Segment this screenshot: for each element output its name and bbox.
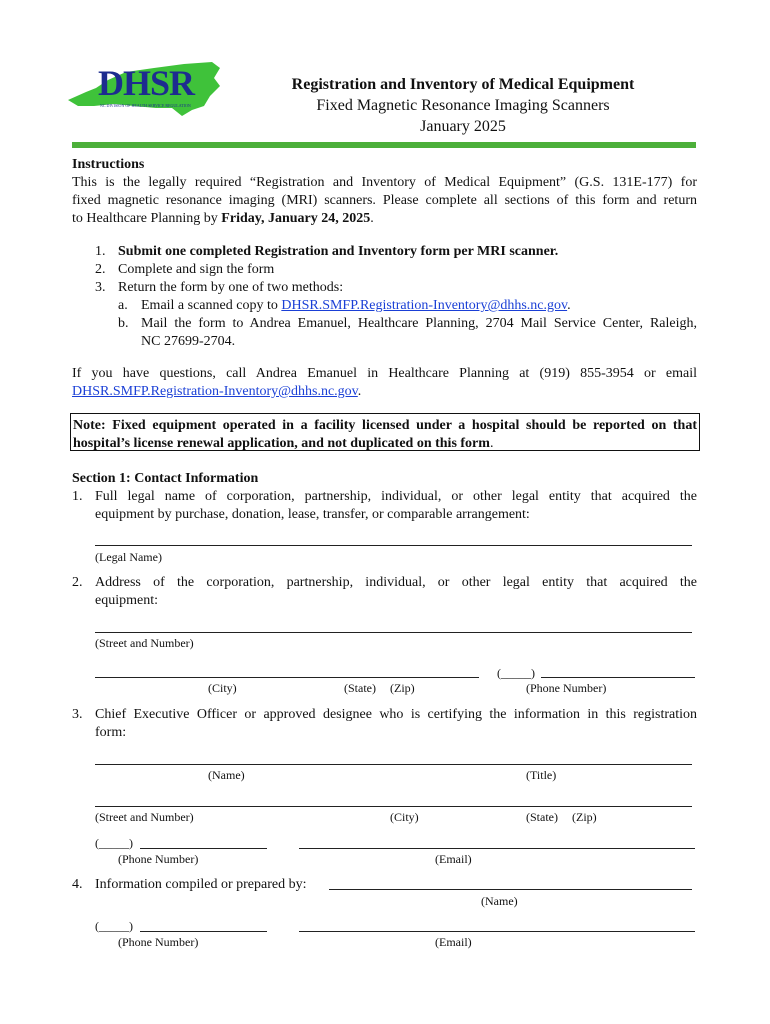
registration-email-link[interactable]: DHSR.SMFP.Registration-Inventory@dhhs.nc.gov: [281, 298, 568, 313]
preparer-name-field[interactable]: [329, 889, 692, 890]
header-divider: [72, 142, 696, 148]
q2-line-2: equipment:: [95, 593, 158, 608]
q3-num: 3.: [72, 707, 83, 722]
entity-zip-caption: (Zip): [390, 681, 415, 695]
step-1-num: 1.: [95, 244, 106, 259]
instructions-line-1: This is the legally required “Registration and Inventory of Medical Equipment” (G.S. 131E-177) for: [72, 175, 697, 190]
q1-line-1: Full legal name of corporation, partnership, individual, or other legal entity that acquired the: [95, 489, 697, 504]
entity-phone-field[interactable]: [541, 677, 695, 678]
preparer-email-caption: (Email): [435, 935, 472, 949]
entity-street-caption: (Street and Number): [95, 636, 194, 650]
ceo-street-caption: (Street and Number): [95, 810, 194, 824]
questions-line-1: If you have questions, call Andrea Emanuel in Healthcare Planning at (919) 855-3954 or email: [72, 366, 697, 381]
instructions-heading: Instructions: [72, 157, 145, 172]
section-1-heading: Section 1: Contact Information: [72, 471, 259, 486]
ceo-email-field[interactable]: [299, 848, 695, 849]
q2-num: 2.: [72, 575, 83, 590]
ceo-name-title-field[interactable]: [95, 764, 692, 765]
entity-city-state-zip-field[interactable]: [95, 677, 479, 678]
q2-line-1: Address of the corporation, partnership, individual, or other legal entity that acquired the: [95, 575, 697, 590]
ceo-email-caption: (Email): [435, 852, 472, 866]
method-b-line-2: NC 27699-2704.: [141, 334, 236, 349]
entity-phone-caption: (Phone Number): [526, 681, 607, 695]
instructions-line-2: fixed magnetic resonance imaging (MRI) scanners. Please complete all sections of this form and return: [72, 193, 697, 208]
preparer-area-code-field[interactable]: (_____): [95, 919, 133, 933]
ceo-name-caption: (Name): [208, 768, 245, 782]
step-3-num: 3.: [95, 280, 106, 295]
form-date: January 2025: [420, 118, 506, 135]
legal-name-field[interactable]: [95, 545, 692, 546]
preparer-phone-field[interactable]: [140, 931, 267, 932]
preparer-name-caption: (Name): [481, 894, 518, 908]
entity-state-caption: (State): [344, 681, 376, 695]
ceo-address-field[interactable]: [95, 806, 692, 807]
ceo-area-code-field[interactable]: (_____): [95, 836, 133, 850]
questions-email-link[interactable]: DHSR.SMFP.Registration-Inventory@dhhs.nc.gov: [72, 384, 358, 399]
deadline: Friday, January 24, 2025: [221, 211, 371, 226]
entity-street-field[interactable]: [95, 632, 692, 633]
step-2: Complete and sign the form: [118, 262, 275, 277]
legal-name-caption: (Legal Name): [95, 550, 162, 564]
note-line-2: hospital’s license renewal application, and not duplicated on this form.: [73, 436, 494, 451]
q4-num: 4.: [72, 877, 83, 892]
method-b-num: b.: [118, 316, 129, 331]
step-2-num: 2.: [95, 262, 106, 277]
ceo-state-caption: (State): [526, 810, 558, 824]
ceo-phone-caption: (Phone Number): [118, 852, 199, 866]
q3-line-2: form:: [95, 725, 127, 740]
questions-line-2: DHSR.SMFP.Registration-Inventory@dhhs.nc.gov.: [72, 384, 362, 399]
preparer-phone-caption: (Phone Number): [118, 935, 199, 949]
form-subtitle: Fixed Magnetic Resonance Imaging Scanners: [316, 97, 610, 114]
ceo-zip-caption: (Zip): [572, 810, 597, 824]
entity-city-caption: (City): [208, 681, 237, 695]
ceo-phone-field[interactable]: [140, 848, 267, 849]
form-title: Registration and Inventory of Medical Equipment: [291, 76, 635, 93]
ceo-title-caption: (Title): [526, 768, 557, 782]
logo-wordmark: DHSR: [98, 63, 195, 103]
step-3: Return the form by one of two methods:: [118, 280, 344, 295]
q1-num: 1.: [72, 489, 83, 504]
q4-label: Information compiled or prepared by:: [95, 877, 307, 892]
method-b-line-1: Mail the form to Andrea Emanuel, Healthcare Planning, 2704 Mail Service Center, Raleigh,: [141, 316, 697, 331]
method-a: Email a scanned copy to DHSR.SMFP.Registration-Inventory@dhhs.nc.gov.: [141, 298, 571, 313]
dhsr-logo: [64, 58, 224, 118]
step-1: Submit one completed Registration and Inventory form per MRI scanner.: [118, 244, 559, 259]
note-line-1: Note: Fixed equipment operated in a facility licensed under a hospital should be reported on that: [73, 418, 697, 433]
logo-tagline: NC DIVISION OF HEALTH SERVICE REGULATION: [100, 103, 191, 108]
entity-area-code-field[interactable]: (_____): [497, 666, 535, 680]
instructions-line-3: to Healthcare Planning by Friday, January 24, 2025.: [72, 211, 374, 226]
q3-line-1: Chief Executive Officer or approved designee who is certifying the information in this registration: [95, 707, 697, 722]
preparer-email-field[interactable]: [299, 931, 695, 932]
method-a-num: a.: [118, 298, 128, 313]
ceo-city-caption: (City): [390, 810, 419, 824]
q1-line-2: equipment by purchase, donation, lease, transfer, or comparable arrangement:: [95, 507, 530, 522]
